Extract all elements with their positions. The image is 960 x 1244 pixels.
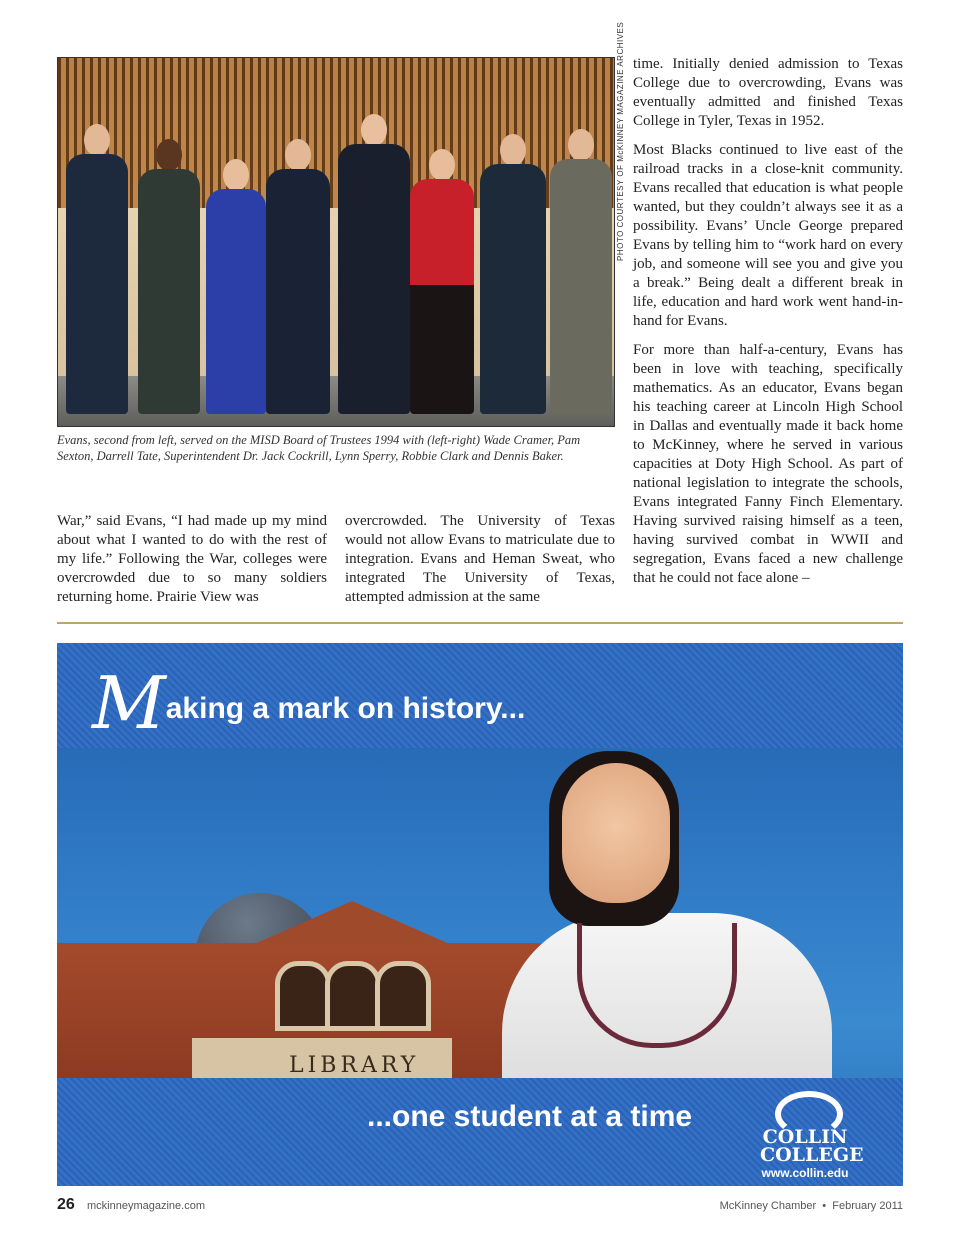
collin-logo-name	[760, 1126, 864, 1166]
ad-headline-initial: M	[92, 661, 166, 745]
logo-line-2: COLLEGE	[760, 1144, 864, 1166]
footer-separator: •	[822, 1200, 827, 1212]
student-face	[562, 763, 670, 903]
library-sign-text: LIBRARY	[289, 1053, 420, 1078]
collin-url[interactable]: www.collin.edu	[761, 1166, 849, 1180]
ad-headline	[92, 661, 525, 745]
article-paragraph: time. Initially denied admission to Texas College due to overcrowding, Evans was eventually admitted and finished Texas College in Tyler, Texas in 1952.	[633, 56, 903, 129]
article-column-right	[633, 55, 903, 598]
library-arch	[375, 961, 431, 1031]
person-7	[480, 134, 546, 414]
footer-site[interactable]: mckinneymagazine.com	[87, 1200, 205, 1212]
section-divider	[57, 622, 903, 624]
page-footer	[57, 1196, 903, 1216]
article-column-middle	[345, 512, 615, 617]
person-8	[550, 129, 612, 414]
article-paragraph: overcrowded. The University of Texas would not allow Evans to matriculate due to integration. Evans and Heman Sweat, who integrated The University of Texas, attempted admission at the same	[345, 513, 615, 605]
library-arch	[275, 961, 331, 1031]
photo-credit: PHOTO COURTESY OF McKINNEY MAGAZINE ARCHIVES	[616, 21, 625, 261]
article-column-left	[57, 512, 327, 617]
board-photo	[57, 57, 615, 427]
ad-tagline: ...one student at a time	[367, 1100, 693, 1133]
person-4	[266, 139, 330, 414]
library-arch	[325, 961, 381, 1031]
photo-caption: Evans, second from left, served on the MISD Board of Trustees 1994 with (left-right) Wade Cramer, Pam Sexton, Darrell Tate, Superintendent Dr. Jack Cockrill, Lynn Sperry, Robbie Clark and Dennis Baker.	[57, 433, 581, 463]
article-paragraph: Most Blacks continued to live east of the railroad tracks in a close-knit community. Evans recalled that education is what people wanted, but they couldn’t always see it as a possibility. Evans’ Uncle George prepared Evans by telling him to “work hard on every job, and someone will see you and give you a break.” Being dealt a different break in life, education and hard work went hand-in-hand for Evans.	[633, 142, 903, 329]
collin-college-ad[interactable]	[57, 643, 903, 1186]
page-number: 26	[57, 1196, 75, 1213]
logo-line-1: COLLIN	[762, 1126, 848, 1148]
person-3	[206, 159, 266, 414]
article-paragraph: For more than half-a-century, Evans has been in love with teaching, specifically mathematics. As an educator, Evans began his teaching career at Lincoln High School in Dallas and eventually made it back home to McKinney, where he served in various capacities at Doty High School. As part of national legislation to integrate the schools, Evans integrated Fanny Finch Elementary. Having survived raising himself as a teen, having survived combat in WWII and segregation, Evans faced a new challenge that he could not face alone –	[633, 342, 903, 586]
publication-name: McKinney Chamber	[719, 1200, 817, 1212]
publication-date: February 2011	[832, 1200, 903, 1212]
person-1	[66, 124, 128, 414]
ad-headline-text: aking a mark on history...	[165, 692, 526, 725]
article-paragraph: War,” said Evans, “I had made up my mind about what I wanted to do with the rest of my life.” Following the War, colleges were overcrowded due to so many soldiers returning home. Prairie View was	[57, 513, 327, 605]
footer-publication	[720, 1200, 903, 1212]
person-5	[338, 114, 410, 414]
person-2	[138, 139, 200, 414]
person-6	[410, 149, 474, 414]
